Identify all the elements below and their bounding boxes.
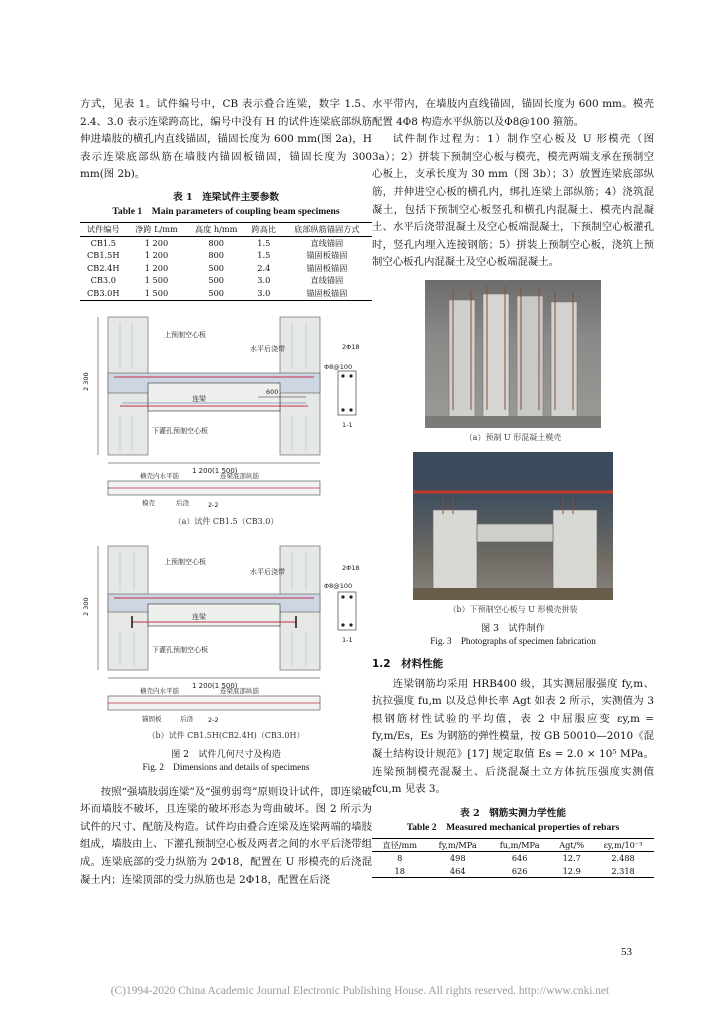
table-cell: 锚固板锚固	[306, 287, 348, 298]
label-bottom-slab: 下灌孔预制空心板	[152, 426, 208, 435]
table-cell: 2.4	[257, 262, 271, 273]
figure-2a-drawing	[80, 311, 372, 516]
table-header: 底部纵筋锚固方式	[294, 223, 360, 234]
label-section-22: 2-2	[208, 500, 219, 509]
table-row	[80, 287, 372, 300]
table-1-grid	[80, 222, 372, 301]
table-row	[372, 852, 654, 865]
table-header: 净跨 L/mm	[135, 223, 178, 234]
table-cell: 锚固板锚固	[306, 262, 348, 273]
label-span: 1 200(1 500)	[192, 466, 238, 475]
label-section-11: 1-1	[342, 420, 353, 429]
subcaption-2a: （a）试件 CB1.5（CB3.0）	[173, 516, 279, 526]
figure-3-caption-en: Fig. 3 Photographs of specimen fabrication	[430, 635, 596, 646]
figure-2b-drawing	[80, 540, 372, 730]
table-cell: CB2.4H	[87, 262, 120, 273]
label-note2: 连梁底部纵筋	[220, 686, 259, 695]
paragraph: 方式，见表 1。试件编号中，CB 表示叠合连梁，数字 1.5、2.4、3.0 表示连梁跨高比，编号中没有 H 的试件连梁底部纵筋伸进墙肢的横孔内直线锚固，锚固长度为 600 mm(图 2a)，H 表示连梁底部纵筋在墙肢内锚固板锚固，锚固长度为 300 mm(图 2b)。	[80, 98, 372, 181]
subcaption-3a: （a）预制 U 形混凝土模壳	[464, 432, 562, 442]
table-cell: 18	[394, 865, 405, 876]
label-total-height: 2 300	[82, 596, 90, 616]
table-cell: 800	[208, 237, 224, 248]
table-title-en: Table 2 Measured mechanical properties of rebars	[406, 821, 620, 833]
table-header: εy,m/10⁻³	[603, 839, 643, 850]
table-header: 直径/mm	[382, 839, 418, 850]
label-beam: 连梁	[192, 612, 206, 621]
label-note2: 连梁底部纵筋	[220, 471, 259, 480]
figure-3-caption-zh: 图 3 试件制作	[481, 622, 545, 634]
figure-2b	[80, 540, 372, 774]
coupling-beam	[148, 604, 280, 626]
table-cell: 500	[208, 262, 224, 273]
table-1	[80, 191, 372, 301]
table-title-zh: 表 2 钢筋实测力学性能	[460, 807, 566, 819]
label-section-22: 2-2	[208, 715, 219, 724]
table-row	[80, 236, 372, 249]
label-span: 1 200(1 500)	[192, 681, 238, 690]
table-cell: 直线锚固	[310, 237, 344, 248]
copyright-footer: (C)1994-2020 China Academic Journal Electronic Publishing House. All rights reserved. http://www.cnki.net	[110, 985, 610, 997]
figure-2a	[80, 311, 372, 528]
table-cell: 锚固板锚固	[306, 250, 348, 261]
table-cell: 500	[208, 287, 224, 298]
table-row	[80, 274, 372, 287]
table-cell: 500	[208, 275, 224, 286]
table-cell: 3.0	[257, 287, 271, 298]
table-cell: 2.318	[611, 865, 635, 876]
section-1-1	[338, 592, 356, 630]
label-note3: 模壳	[142, 498, 155, 507]
paragraph: 试件制作过程为：1）制作空心板及 U 形模壳（图 3a）；2）拼装下预制空心板与模壳，模壳两端支承在预制空心板上，支承长度为 30 mm（图 3b）；3）放置连梁底部纵筋，并伸进空心板的横孔内，绑扎连梁上部纵筋；4）浇筑混凝土，包括下预制空心板竖孔和横孔内混凝土、模壳内混凝土、水平后浇带混凝土及空心板端混凝土，下预制空心板灌孔时，竖孔内埋入连接钢筋；5）拼装上预制空心板，浇筑上预制空心板孔内混凝土及空心板端混凝土。	[372, 133, 654, 269]
table-cell: 1 500	[144, 287, 169, 298]
label-band: 水平后浇带	[250, 567, 285, 576]
subcaption-3b: （b）下预制空心板与 U 形模壳拼装	[448, 604, 578, 614]
label-note1: 横壳内水平筋	[140, 471, 179, 480]
figure-2-caption-en: Fig. 2 Dimensions and details of specimens	[142, 761, 310, 772]
label-beam: 连梁	[192, 394, 206, 403]
table-2-grid	[372, 838, 654, 879]
table-header: 高度 h/mm	[194, 223, 238, 234]
table-row	[80, 249, 372, 262]
table-cell: 1 200	[144, 237, 169, 248]
label-note1: 横壳内水平筋	[140, 686, 179, 695]
table-cell: 1 200	[144, 262, 169, 273]
table-cell: 1 200	[144, 250, 169, 261]
table-cell: 1.5	[257, 237, 271, 248]
left-column	[80, 96, 372, 889]
table-row	[372, 865, 654, 878]
section-heading: 1.2 材料性能	[372, 657, 444, 670]
table-cell: 1 500	[144, 275, 169, 286]
table-cell: CB3.0H	[87, 287, 120, 298]
table-header: 跨高比	[251, 223, 277, 234]
table-cell: 直线锚固	[310, 275, 344, 286]
label-section-11: 1-1	[342, 635, 353, 644]
table-cell: 12.7	[562, 853, 581, 864]
label-note3: 锚固板	[142, 714, 162, 723]
table-cell: 8	[397, 853, 403, 864]
table-header: Agt/%	[559, 839, 585, 850]
table-cell: 626	[511, 865, 528, 876]
table-cell: 2.488	[611, 853, 635, 864]
table-cell: CB1.5	[90, 237, 116, 248]
table-2	[372, 807, 654, 879]
label-band: 水平后浇带	[250, 344, 285, 353]
table-cell: CB1.5H	[87, 250, 120, 261]
table-title-zh: 表 1 连梁试件主要参数	[173, 191, 279, 203]
label-long-bar: 2Φ18	[342, 342, 360, 351]
label-hoop: Φ8@100	[324, 362, 353, 371]
table-cell: 3.0	[257, 275, 271, 286]
table-cell: 646	[511, 853, 528, 864]
label-hoop: Φ8@100	[324, 581, 353, 590]
table-title-en: Table 1 Main parameters of coupling beam specimens	[112, 205, 340, 217]
photo-assembly	[413, 452, 613, 600]
table-cell: 12.9	[562, 865, 581, 876]
figure-3	[372, 280, 654, 648]
table-cell: 800	[208, 250, 224, 261]
table-cell: 498	[449, 853, 466, 864]
table-cell: 1.5	[257, 250, 271, 261]
paragraph: 水平带内，在墙肢内直线锚固，锚固长度为 600 mm。模壳配置 4Φ8 构造水平纵筋以及Φ8@100 箍筋。	[372, 98, 654, 128]
label-note4: 后浇	[176, 498, 189, 507]
table-row	[80, 262, 372, 275]
table-header: fy,m/MPa	[438, 839, 477, 850]
table-cell: CB3.0	[90, 275, 116, 286]
figure-2-caption-zh: 图 2 试件几何尺寸及构造	[171, 748, 281, 760]
label-total-height: 2 300	[82, 371, 90, 391]
label-top-slab: 上预制空心板	[164, 557, 206, 566]
label-600: 600	[266, 387, 279, 396]
table-header: 试件编号	[86, 223, 120, 234]
subcaption-2b: （b）试件 CB1.5H(CB2.4H)（CB3.0H）	[147, 730, 305, 740]
label-note4: 后浇	[180, 714, 193, 723]
label-bottom-slab: 下灌孔预制空心板	[152, 645, 208, 654]
label-top-slab: 上预制空心板	[164, 330, 206, 339]
paragraph: 按照“强墙肢弱连梁”及“强剪弱弯”原则设计试件，即连梁破坏而墙肢不破坏，且连梁的破坏形态为弯曲破坏。图 2 所示为试件的尺寸、配筋及构造。试件均由叠合连梁及连梁两端的墙肢组成，墙肢由上、下灌孔预制空心板及两者之间的水平后浇带组成。连梁底部的受力纵筋为 2Φ18，配置在 U 形模壳的后浇混凝土内；连梁顶部的受力纵筋也是 2Φ18，配置在后浇	[80, 785, 372, 886]
photo-u-shells	[425, 280, 601, 428]
table-cell: 464	[449, 865, 466, 876]
section-1-1	[338, 371, 356, 415]
page-number: 53	[621, 946, 632, 958]
right-column	[372, 96, 654, 878]
table-header: fu,m/MPa	[499, 839, 540, 850]
paragraph: 连梁钢筋均采用 HRB400 级，其实测屈服强度 fy,m、抗拉强度 fu,m 以及总伸长率 Agt 如表 2 所示，实测值为 3 根钢筋材性试验的平均值，表 2 中屈服应变 εy,m = fy,m/Es，Es 为钢筋的弹性模量，按 GB 50010—2010《混凝土结构设计规范》[17] 规定取值 Es = 2.0 × 10⁵ MPa。连梁预制模壳混凝土、后浇混凝土立方体抗压强度实测值 fcu,m 见表 3。	[372, 677, 654, 796]
label-long-bar: 2Φ18	[342, 563, 360, 572]
